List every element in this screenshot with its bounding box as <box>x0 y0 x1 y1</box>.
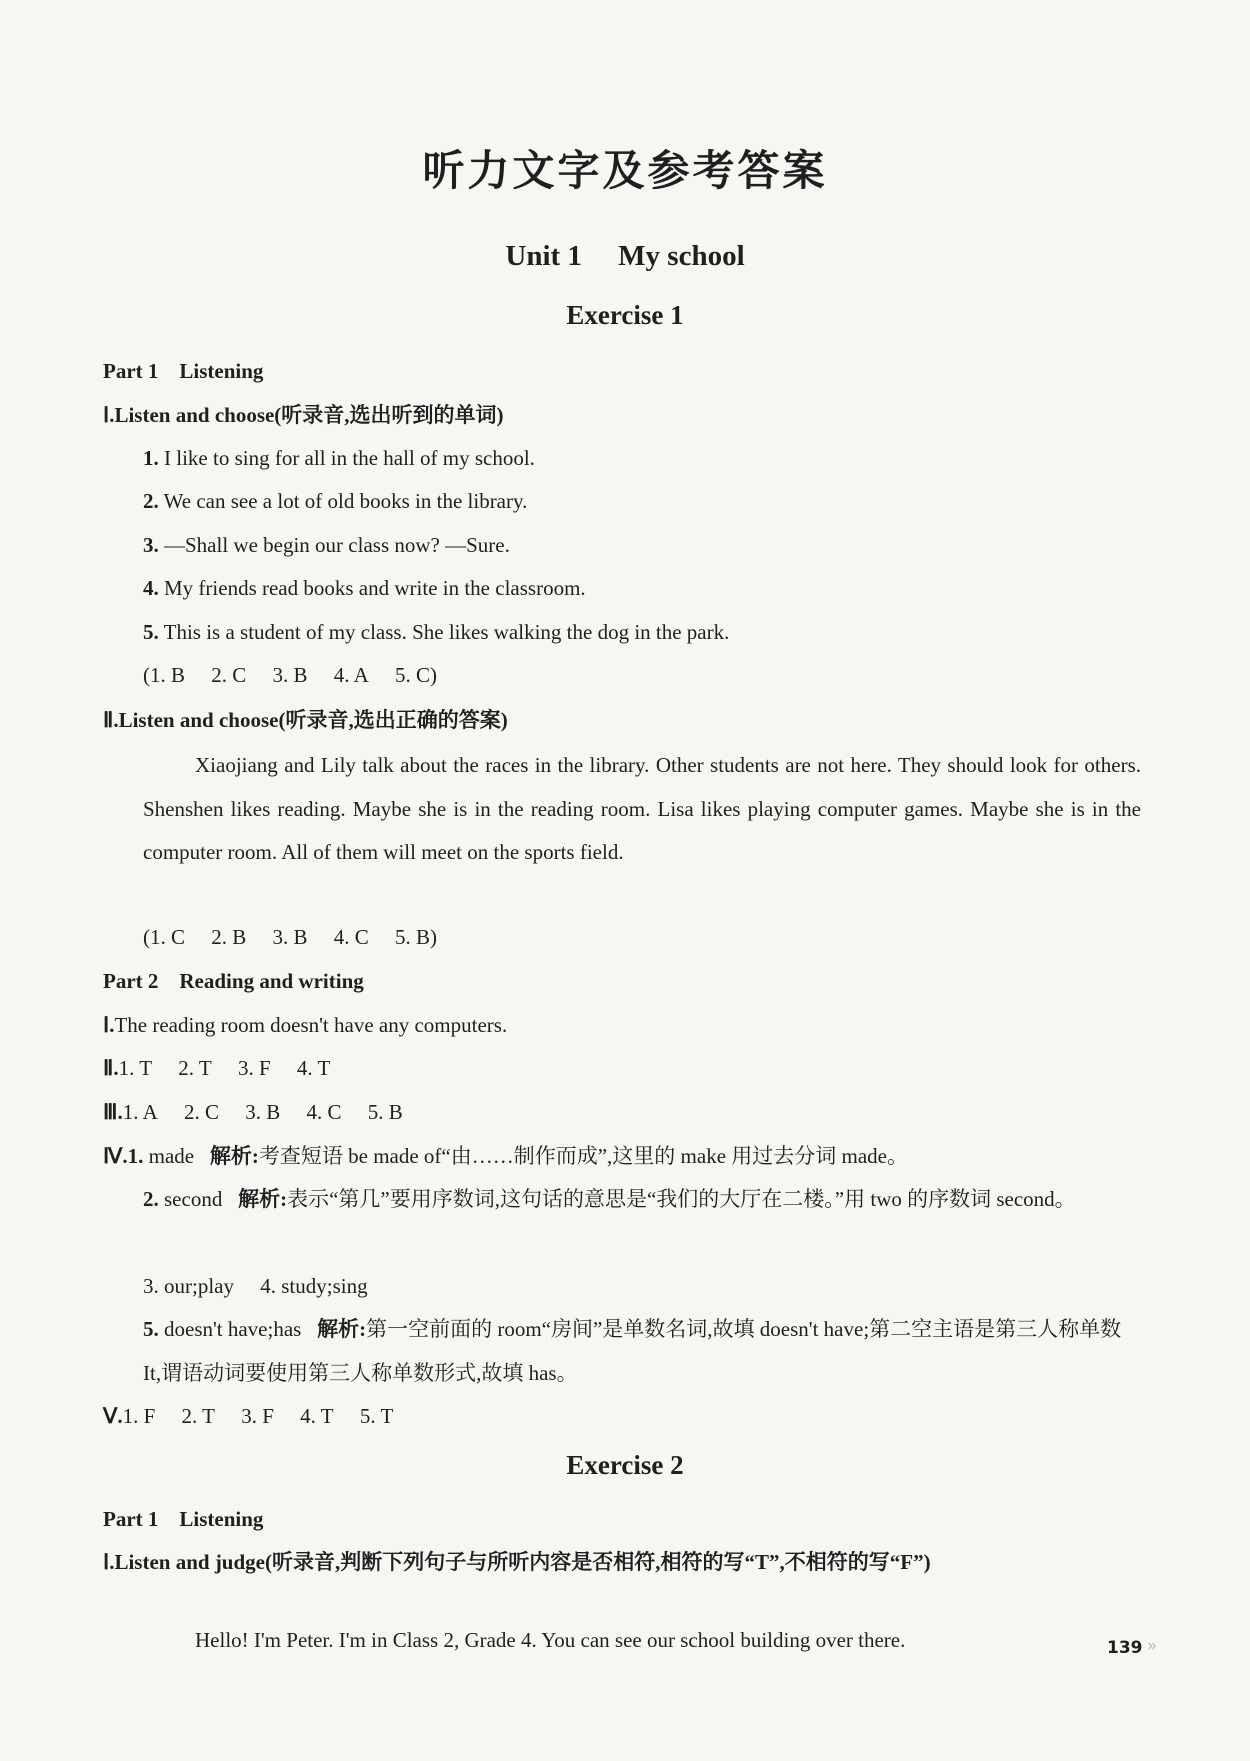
list-item: 4. My friends read books and write in the classroom. <box>143 576 586 600</box>
ex1-part2-r4-item5: 5. doesn't have;has 解析:第一空前面的 room“房间”是单数名词,故填 doesn't have;第二空主语是第三人称单数 It,谓语动词要使用第三人称单数形式,故填 has。 <box>143 1317 1122 1385</box>
ex2-part1-heading: Part 1 Listening <box>103 1507 264 1531</box>
ex1-q1-label: Listen and choose(听录音,选出听到的单词) <box>114 403 504 427</box>
ex1-part2-heading: Part 2 Reading and writing <box>103 969 364 993</box>
ex1-part2-r1: Ⅰ.The reading room doesn't have any computers. <box>103 1013 508 1037</box>
ex1-q1-answers: (1. B 2. C 3. B 4. A 5. C) <box>143 663 438 687</box>
ex1-q2-heading: Ⅱ.Listen and choose(听录音,选出正确的答案) <box>103 708 508 732</box>
ex1-q1-heading: Ⅰ.Listen and choose(听录音,选出听到的单词) <box>103 403 504 427</box>
ex1-part2-r3: Ⅲ.1. A 2. C 3. B 4. C 5. B <box>103 1100 403 1124</box>
page-title: 听力文字及参考答案 <box>422 146 828 195</box>
page-arrow-icon: » <box>1147 1636 1158 1656</box>
page-number: 139 <box>1107 1638 1143 1658</box>
ex1-part2-r2: Ⅱ.1. T 2. T 3. F 4. T <box>103 1056 331 1080</box>
list-item: 1. I like to sing for all in the hall of my school. <box>143 446 535 470</box>
exercise2-heading: Exercise 2 <box>566 1450 684 1480</box>
ex1-part2-r4-item34: 3. our;play 4. study;sing <box>143 1274 368 1298</box>
list-item: 3. —Shall we begin our class now? —Sure. <box>143 533 510 557</box>
ex1-q2-passage: Xiaojiang and Lily talk about the races in the library. Other students are not here. They should look for others. Shenshen likes reading. Maybe she is in the reading room. Lisa likes playing computer games. Maybe she is in the computer room. All of them will meet on the sports field. <box>143 753 1141 865</box>
exercise1-heading: Exercise 1 <box>566 300 684 330</box>
unit-heading: Unit 1 My school <box>505 240 745 272</box>
ex2-q1-heading: Ⅰ.Listen and judge(听录音,判断下列句子与所听内容是否相符,相符的写“T”,不相符的写“F”) <box>103 1550 931 1574</box>
list-item: 2. We can see a lot of old books in the library. <box>143 489 528 513</box>
ex1-q2-answers: (1. C 2. B 3. B 4. C 5. B) <box>143 925 438 949</box>
list-item: 5. This is a student of my class. She likes walking the dog in the park. <box>143 620 730 644</box>
ex1-part2-r4-item2: 2. second 解析:表示“第几”要用序数词,这句话的意思是“我们的大厅在二楼。”用 two 的序数词 second。 <box>143 1187 1076 1211</box>
ex1-q2-label: Listen and choose(听录音,选出正确的答案) <box>118 708 508 732</box>
ex1-part1-heading: Part 1 Listening <box>103 359 264 383</box>
ex1-part2-r5: Ⅴ.1. F 2. T 3. F 4. T 5. T <box>103 1404 394 1428</box>
ex2-q1-passage: Hello! I'm Peter. I'm in Class 2, Grade 4. You can see our school building over there. <box>195 1628 906 1652</box>
ex1-part2-r4-item1: Ⅳ.1. made 解析:考查短语 be made of“由……制作而成”,这里的 make 用过去分词 made。 <box>103 1144 909 1168</box>
